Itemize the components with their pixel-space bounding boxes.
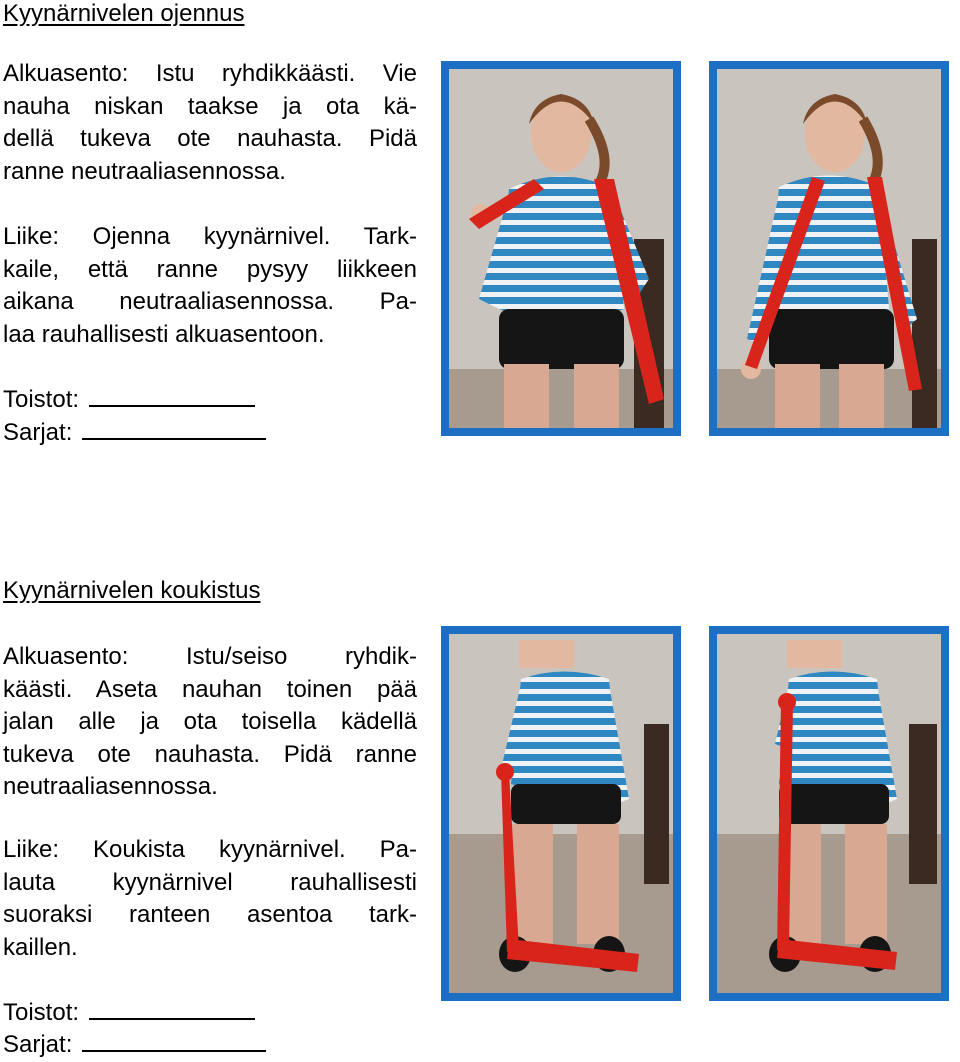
photo-extension-start bbox=[441, 61, 681, 436]
text-line: suoraksi ranteen asentoa tark- bbox=[3, 901, 417, 928]
sets-label: Sarjat: bbox=[3, 1031, 73, 1058]
movement-text-2 bbox=[3, 834, 417, 964]
sets-blank-line[interactable] bbox=[82, 1028, 266, 1052]
sets-field-2 bbox=[3, 1028, 266, 1061]
text-line: kaillen. bbox=[3, 933, 78, 961]
reps-field-2 bbox=[3, 996, 255, 1029]
text-line: jalan alle ja ota toisella kädellä bbox=[3, 708, 417, 735]
sets-field-1 bbox=[3, 416, 266, 449]
text-line: neutraaliasennossa. bbox=[3, 773, 218, 800]
reps-label: Toistot: bbox=[3, 999, 80, 1026]
start-position-text-1 bbox=[3, 58, 417, 188]
text-line: laa rauhallisesti alkuasentoon. bbox=[3, 320, 325, 348]
text-line: Liike: Ojenna kyynärnivel. Tark- bbox=[3, 223, 417, 250]
reps-blank-line[interactable] bbox=[89, 383, 255, 407]
photo-extension-end bbox=[709, 61, 949, 436]
text-line: Liike: Koukista kyynärnivel. Pa- bbox=[3, 836, 417, 863]
photo-flexion-start bbox=[441, 626, 681, 1001]
movement-text-1 bbox=[3, 221, 417, 351]
photo-flexion-end bbox=[709, 626, 949, 1001]
reps-field-1 bbox=[3, 383, 255, 416]
text-line: ranne neutraaliasennossa. bbox=[3, 157, 286, 185]
reps-blank-line[interactable] bbox=[89, 996, 255, 1020]
text-line: lauta kyynärnivel rauhallisesti bbox=[3, 868, 417, 896]
section-title-flexion: Kyynärnivelen koukistus bbox=[3, 577, 261, 604]
text-line: Alkuasento: Istu ryhdikkäästi. Vie bbox=[3, 60, 417, 87]
start-position-text-2 bbox=[3, 641, 417, 804]
text-line: aikana neutraaliasennossa. Pa- bbox=[3, 288, 417, 315]
exercise-photo-illustration bbox=[717, 69, 941, 428]
sets-label: Sarjat: bbox=[3, 419, 73, 446]
text-line: käästi. Aseta nauhan toinen pää bbox=[3, 675, 417, 703]
text-line: kaile, että ranne pysyy liikkeen bbox=[3, 255, 417, 283]
exercise-photo-illustration bbox=[449, 69, 673, 428]
exercise-photo-illustration bbox=[717, 634, 941, 993]
exercise-photo-illustration bbox=[449, 634, 673, 993]
text-line: Alkuasento: Istu/seiso ryhdik- bbox=[3, 643, 417, 670]
sets-blank-line[interactable] bbox=[82, 416, 266, 440]
section-title-extension: Kyynärnivelen ojennus bbox=[3, 0, 245, 27]
text-line: tukeva ote nauhasta. Pidä ranne bbox=[3, 740, 417, 768]
text-line: dellä tukeva ote nauhasta. Pidä bbox=[3, 125, 417, 152]
text-line: nauha niskan taakse ja ota kä- bbox=[3, 92, 417, 120]
reps-label: Toistot: bbox=[3, 386, 80, 413]
